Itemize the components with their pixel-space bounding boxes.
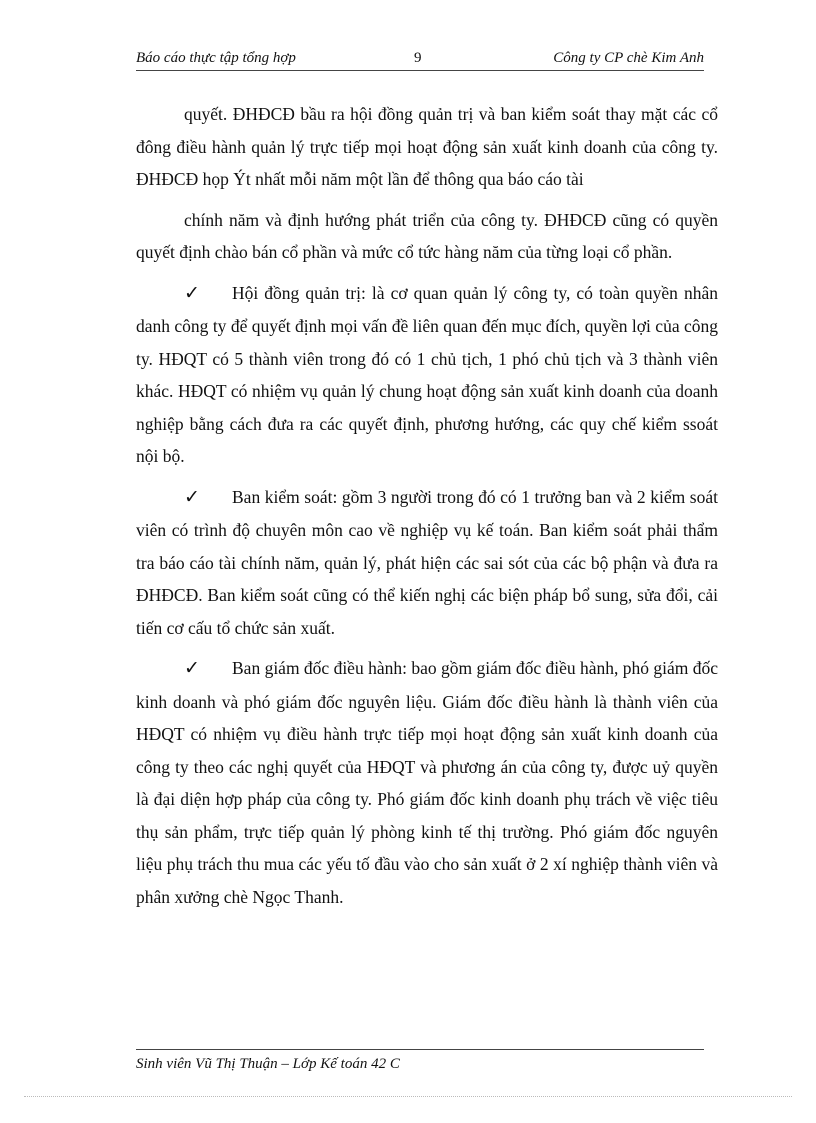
- checklist-item-executive-board: [136, 652, 718, 913]
- paragraph-dhdcd-part1: quyết. ĐHĐCĐ bầu ra hội đồng quản trị và ban kiểm soát thay mặt các cổ đông điều hành quản lý trực tiếp mọi hoạt động sản xuất kinh doanh của công ty. ĐHĐCĐ họp Ýt nhất mỗi năm một lần để thông qua báo cáo tài: [136, 104, 718, 189]
- document-body: [136, 98, 718, 921]
- checklist-item-board-of-directors: [136, 277, 718, 473]
- page-number: 9: [414, 50, 422, 66]
- page-header: [136, 48, 704, 71]
- checklist-text: Ban kiểm soát: gồm 3 người trong đó có 1 trưởng ban và 2 kiểm soát viên có trình độ chuyên môn cao về nghiệp vụ kế toán. Ban kiểm soát phải thẩm tra báo cáo tài chính năm, quản lý, phát hiện các sai sót của các bộ phận và đưa ra ĐHĐCĐ. Ban kiểm soát cũng có thể kiến nghị các biện pháp bổ sung, sửa đổi, cải tiến cơ cấu tổ chức sản xuất.: [136, 486, 718, 638]
- checklist-item-supervisory-board: [136, 481, 718, 645]
- page-footer: Sinh viên Vũ Thị Thuận – Lớp Kế toán 42 C: [136, 1056, 400, 1072]
- header-report-title: Báo cáo thực tập tổng hợp: [136, 50, 296, 66]
- checklist-text: Ban giám đốc điều hành: bao gồm giám đốc điều hành, phó giám đốc kinh doanh và phó giám đốc nguyên liệu. Giám đốc điều hành là thành viên của HĐQT có nhiệm vụ điều hành trực tiếp mọi hoạt động sản xuất kinh doanh của công ty theo các nghị quyết của HĐQT và phương án của công ty, được uỷ quyền là đại diện hợp pháp của công ty. Phó giám đốc kinh doanh phụ trách về việc tiêu thụ sản phẩm, trực tiếp quản lý phòng kinh tế thị trường. Phó giám đốc nguyên liệu phụ trách thu mua các yếu tố đầu vào cho sản xuất ở 2 xí nghiệp thành viên và phân xưởng chè Ngọc Thanh.: [136, 658, 719, 907]
- checklist-text: Hội đồng quản trị: là cơ quan quản lý công ty, có toàn quyền nhân danh công ty để quyết định mọi vấn đề liên quan đến mục đích, quyền lợi của công ty. HĐQT có 5 thành viên trong đó có 1 chủ tịch, 1 phó chủ tịch và 3 thành viên khác. HĐQT có nhiệm vụ quản lý chung hoạt động sản xuất kinh doanh của doanh nghiệp bằng cách đưa ra các quyết định, phương hướng, các quy chế kiểm ssoát nội bộ.: [136, 282, 718, 466]
- header-company-name: Công ty CP chè Kim Anh: [553, 50, 704, 66]
- footer-divider: [136, 1049, 704, 1050]
- check-icon: ✓: [184, 658, 200, 679]
- paragraph-dhdcd-part2: chính năm và định hướng phát triển của công ty. ĐHĐCĐ cũng có quyền quyết định chào bán cổ phần và mức cổ tức hàng năm của từng loại cổ phần.: [136, 209, 718, 262]
- check-icon: ✓: [184, 282, 200, 304]
- page-bottom-border: [24, 1096, 792, 1097]
- check-icon: ✓: [184, 486, 200, 508]
